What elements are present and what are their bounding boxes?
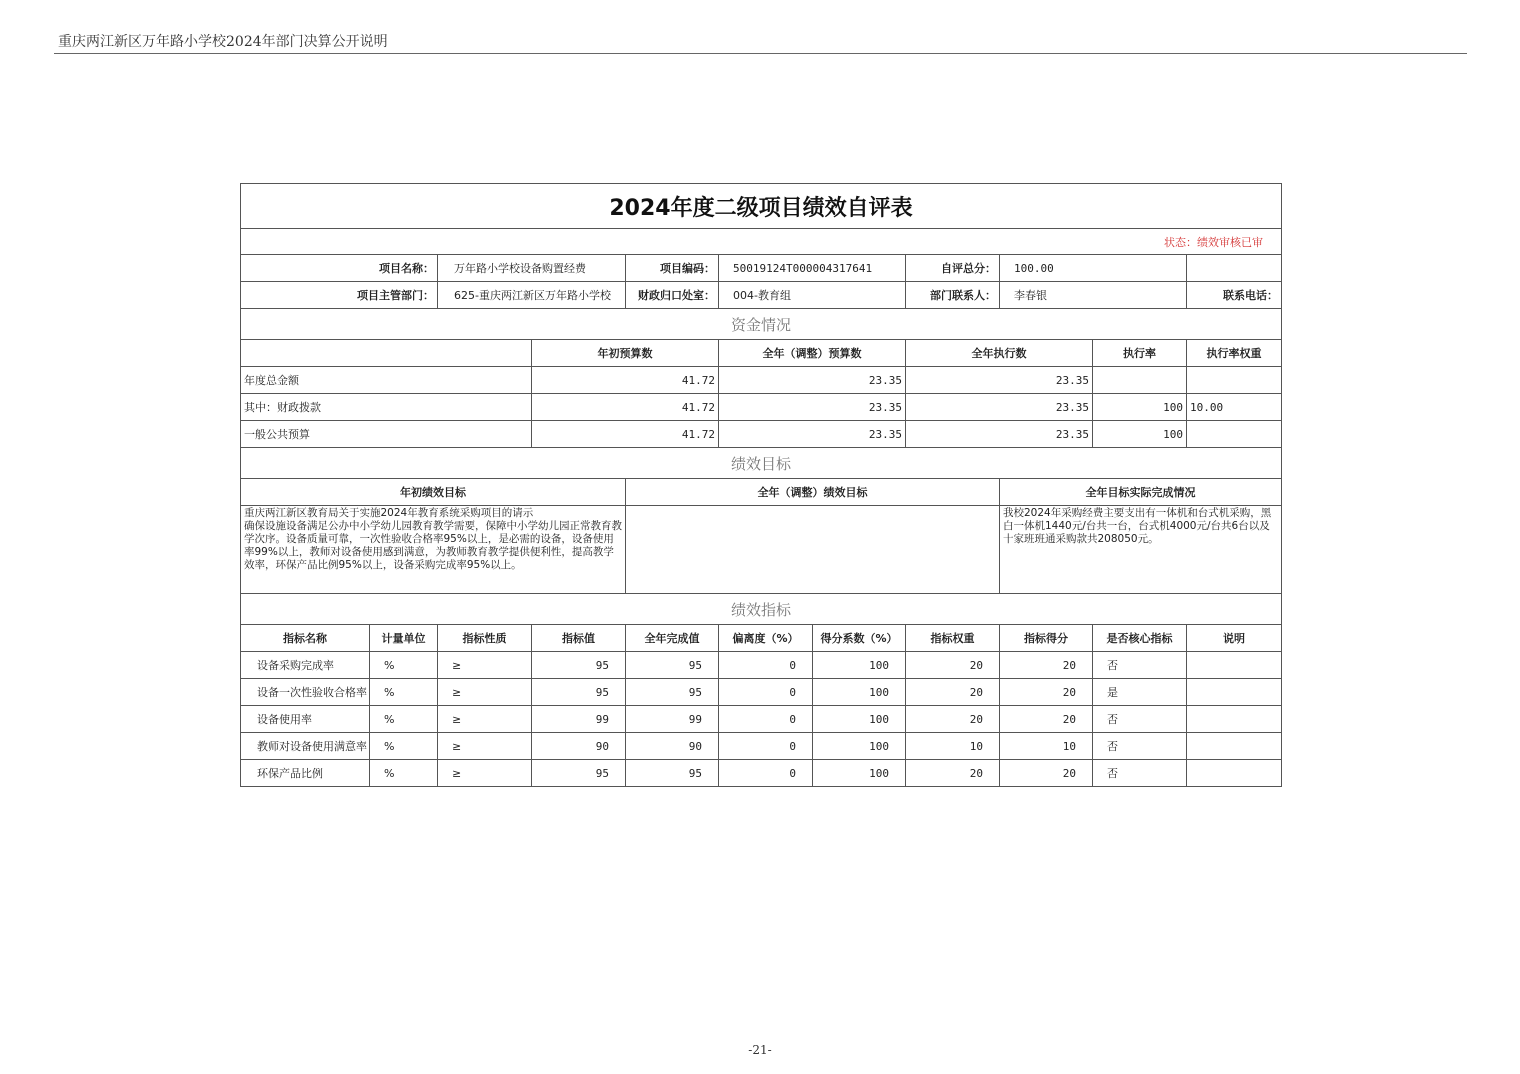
ind-score: 10	[1000, 733, 1093, 760]
funds-row-weight	[1187, 367, 1282, 394]
funds-row-initial: 41.72	[532, 394, 719, 421]
funds-row-executed: 23.35	[906, 421, 1093, 448]
ind-core: 否	[1093, 706, 1187, 733]
goals-header-initial: 年初绩效目标	[241, 479, 626, 506]
indicator-row	[241, 706, 1282, 733]
funds-header-adjusted: 全年（调整）预算数	[719, 340, 906, 367]
funds-section-title: 资金情况	[241, 309, 1282, 340]
ind-header-core: 是否核心指标	[1093, 625, 1187, 652]
ind-weight: 20	[906, 760, 1000, 787]
ind-header-coef: 得分系数（%）	[813, 625, 906, 652]
ind-target: 99	[532, 706, 626, 733]
contact-label: 部门联系人：	[906, 282, 1000, 309]
indicator-row	[241, 679, 1282, 706]
ind-actual: 90	[626, 733, 719, 760]
ind-header-unit: 计量单位	[370, 625, 438, 652]
funds-row-initial: 41.72	[532, 367, 719, 394]
funds-row-weight	[1187, 421, 1282, 448]
funds-row-rate: 100	[1093, 421, 1187, 448]
ind-actual: 99	[626, 706, 719, 733]
ind-name: 设备使用率	[241, 706, 370, 733]
ind-unit: %	[370, 760, 438, 787]
ind-header-deviation: 偏离度（%）	[719, 625, 813, 652]
project-code-label: 项目编码：	[626, 255, 719, 282]
ind-coef: 100	[813, 652, 906, 679]
goals-adjusted-text	[626, 506, 1000, 594]
ind-unit: %	[370, 733, 438, 760]
funds-row-name: 一般公共预算	[241, 421, 532, 448]
ind-name: 环保产品比例	[241, 760, 370, 787]
ind-actual: 95	[626, 652, 719, 679]
ind-note	[1187, 652, 1282, 679]
page-number: -21-	[748, 1043, 772, 1057]
funds-header-initial: 年初预算数	[532, 340, 719, 367]
ind-name: 设备一次性验收合格率	[241, 679, 370, 706]
ind-coef: 100	[813, 733, 906, 760]
ind-header-note: 说明	[1187, 625, 1282, 652]
ind-nature: ≥	[438, 679, 532, 706]
ind-score: 20	[1000, 652, 1093, 679]
ind-coef: 100	[813, 679, 906, 706]
ind-target: 95	[532, 679, 626, 706]
ind-core: 是	[1093, 679, 1187, 706]
funds-row-executed: 23.35	[906, 367, 1093, 394]
ind-header-actual: 全年完成值	[626, 625, 719, 652]
total-score-value: 100.00	[1000, 255, 1187, 282]
ind-header-nature: 指标性质	[438, 625, 532, 652]
indicators-section-title: 绩效指标	[241, 594, 1282, 625]
ind-core: 否	[1093, 733, 1187, 760]
ind-core: 否	[1093, 652, 1187, 679]
ind-nature: ≥	[438, 733, 532, 760]
ind-deviation: 0	[719, 733, 813, 760]
finance-office-value: 004-教育组	[719, 282, 906, 309]
funds-row-adjusted: 23.35	[719, 394, 906, 421]
ind-deviation: 0	[719, 706, 813, 733]
ind-coef: 100	[813, 760, 906, 787]
funds-row	[241, 421, 1282, 448]
funds-row	[241, 367, 1282, 394]
ind-weight: 20	[906, 706, 1000, 733]
empty-cell	[1187, 255, 1282, 282]
ind-unit: %	[370, 706, 438, 733]
ind-name: 设备采购完成率	[241, 652, 370, 679]
ind-weight: 20	[906, 652, 1000, 679]
ind-nature: ≥	[438, 760, 532, 787]
funds-row-name: 年度总金额	[241, 367, 532, 394]
ind-deviation: 0	[719, 652, 813, 679]
page-header: 重庆两江新区万年路小学校2024年部门决算公开说明	[58, 34, 388, 50]
performance-evaluation-table	[240, 183, 1282, 787]
goals-section-title: 绩效目标	[241, 448, 1282, 479]
funds-row-adjusted: 23.35	[719, 421, 906, 448]
goals-header-adjusted: 全年（调整）绩效目标	[626, 479, 1000, 506]
ind-note	[1187, 679, 1282, 706]
ind-target: 95	[532, 760, 626, 787]
contact-value: 李春银	[1000, 282, 1187, 309]
ind-core: 否	[1093, 760, 1187, 787]
finance-office-label: 财政归口处室：	[626, 282, 719, 309]
ind-name: 教师对设备使用满意率	[241, 733, 370, 760]
ind-header-name: 指标名称	[241, 625, 370, 652]
funds-row	[241, 394, 1282, 421]
indicator-row	[241, 733, 1282, 760]
ind-score: 20	[1000, 760, 1093, 787]
project-name-label: 项目名称：	[241, 255, 438, 282]
ind-target: 90	[532, 733, 626, 760]
ind-nature: ≥	[438, 652, 532, 679]
ind-unit: %	[370, 679, 438, 706]
ind-actual: 95	[626, 760, 719, 787]
ind-deviation: 0	[719, 679, 813, 706]
goals-initial-text: 重庆两江新区教育局关于实施2024年教育系统采购项目的请示 确保设施设备满足公办中小学幼儿园教育教学需要，保障中小学幼儿园正常教育教学次序。设备质量可靠，一次性验收合格率95%以上，是必需的设备，设备使用率99%以上，教师对设备使用感到满意，为教师教育教学提供便利性，提高教学效率，环保产品比例95%以上，设备采购完成率95%以上。	[241, 506, 626, 594]
ind-coef: 100	[813, 706, 906, 733]
ind-nature: ≥	[438, 706, 532, 733]
ind-note	[1187, 706, 1282, 733]
total-score-label: 自评总分：	[906, 255, 1000, 282]
ind-deviation: 0	[719, 760, 813, 787]
funds-row-weight: 10.00	[1187, 394, 1282, 421]
ind-score: 20	[1000, 706, 1093, 733]
ind-header-weight: 指标权重	[906, 625, 1000, 652]
funds-header-rate: 执行率	[1093, 340, 1187, 367]
funds-header-blank	[241, 340, 532, 367]
funds-header-executed: 全年执行数	[906, 340, 1093, 367]
ind-actual: 95	[626, 679, 719, 706]
form-title: 2024年度二级项目绩效自评表	[241, 184, 1282, 229]
indicator-row	[241, 652, 1282, 679]
funds-row-rate	[1093, 367, 1187, 394]
funds-row-name: 其中：财政拨款	[241, 394, 532, 421]
funds-row-initial: 41.72	[532, 421, 719, 448]
dept-value: 625-重庆两江新区万年路小学校	[438, 282, 626, 309]
ind-note	[1187, 760, 1282, 787]
ind-weight: 20	[906, 679, 1000, 706]
funds-row-executed: 23.35	[906, 394, 1093, 421]
goals-actual-text: 我校2024年采购经费主要支出有一体机和台式机采购，黑白一体机1440元/台共一台，台式机4000元/台共6台以及十家班班通采购款共208050元。	[1000, 506, 1282, 594]
project-name-value: 万年路小学校设备购置经费	[438, 255, 626, 282]
ind-unit: %	[370, 652, 438, 679]
status-text: 状态：绩效审核已审	[241, 229, 1282, 255]
phone-label: 联系电话：	[1187, 282, 1282, 309]
ind-header-score: 指标得分	[1000, 625, 1093, 652]
ind-target: 95	[532, 652, 626, 679]
funds-row-rate: 100	[1093, 394, 1187, 421]
indicator-row	[241, 760, 1282, 787]
goals-header-actual: 全年目标实际完成情况	[1000, 479, 1282, 506]
dept-label: 项目主管部门：	[241, 282, 438, 309]
ind-note	[1187, 733, 1282, 760]
ind-score: 20	[1000, 679, 1093, 706]
ind-header-target: 指标值	[532, 625, 626, 652]
ind-weight: 10	[906, 733, 1000, 760]
header-divider	[54, 53, 1467, 54]
funds-header-weight: 执行率权重	[1187, 340, 1282, 367]
funds-row-adjusted: 23.35	[719, 367, 906, 394]
project-code-value: 50019124T000004317641	[719, 255, 906, 282]
